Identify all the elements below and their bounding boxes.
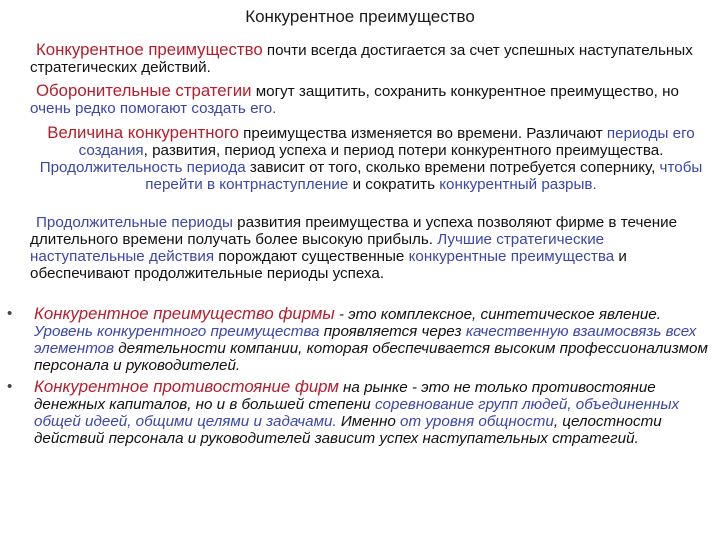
highlight-term: Конкурентное противостояние фирм [34,377,339,396]
bullet-text: проявляется через [319,323,466,340]
paragraph-text: и сократить [348,176,440,193]
emphasis-text: от уровня общности [400,413,554,430]
slide-title: Конкурентное преимущество [245,7,475,26]
emphasis-text: Уровень конкурентного преимущества [34,323,320,340]
paragraph-text: зависит от того, сколько времени потребуется сопернику, [245,159,660,176]
paragraph-long-periods [30,214,710,282]
highlight-term: Оборонительные стратегии [36,81,252,100]
bullet-text: Именно [336,413,401,430]
bullet-text: - это комплексное, синтетическое явление. [334,306,661,323]
paragraph-text: и обеспечивают продолжительные периоды успеха. [30,248,627,282]
highlight-term: Конкурентное преимущество фирмы [34,304,335,323]
paragraph-text: развития преимущества и успеха позволяют фирме в течение длительного времени получать более высокую прибыль. [30,214,678,248]
paragraph-advantage-magnitude [36,124,706,193]
emphasis-text: соревнование групп людей, объединенных общей идеей, общими целями и задачами. [34,396,680,430]
bullet-marker: • [7,378,13,395]
bullet-marker: • [7,305,13,322]
emphasis-text: очень редко помогают создать его. [30,100,277,117]
emphasis-text: конкурентные преимущества [408,248,615,265]
bullet-text: , целостности действий персонала и руководителей зависит успех наступательных стратегий. [34,413,662,447]
emphasis-text: Продолжительные периоды [36,214,233,231]
bullet-text: на рынке - это не только противостояние денежных капиталов, но и в большей степени [34,379,656,413]
paragraph-text: , развития, период успеха и период потери конкурентного преимущества. [143,142,664,159]
paragraph-text: порождают существенные [214,248,409,265]
paragraph-text: могут защитить, сохранить конкурентное преимущество, но [251,83,679,100]
emphasis-text: Продолжительность периода [39,159,246,176]
paragraph-text: преимущества изменяется во времени. Различают [238,125,607,142]
emphasis-text: периоды его создания [78,125,695,159]
bullet-list [0,305,720,451]
highlight-term: Конкурентное преимущество [36,40,263,59]
emphasis-text: Лучшие стратегические наступательные действия [30,231,605,265]
emphasis-text: качественную взаимосвязь всех элементов [34,323,697,357]
bullet-text: деятельности компании, которая обеспечивается высоким профессионализмом персонала и руководителей. [34,340,708,374]
paragraph-defensive-strategies [30,82,710,117]
bullet-item-firm-advantage [0,305,720,374]
paragraph-text: почти всегда достигается за счет успешных наступательных стратегических действий. [30,42,693,76]
emphasis-text: конкурентный разрыв. [439,176,597,193]
paragraph-advantage-offense [30,41,710,76]
highlight-term: Величина конкурентного [47,123,239,142]
emphasis-text: чтобы перейти в контрнаступление [145,159,703,193]
bullet-item-competitive-confrontation [0,378,720,447]
